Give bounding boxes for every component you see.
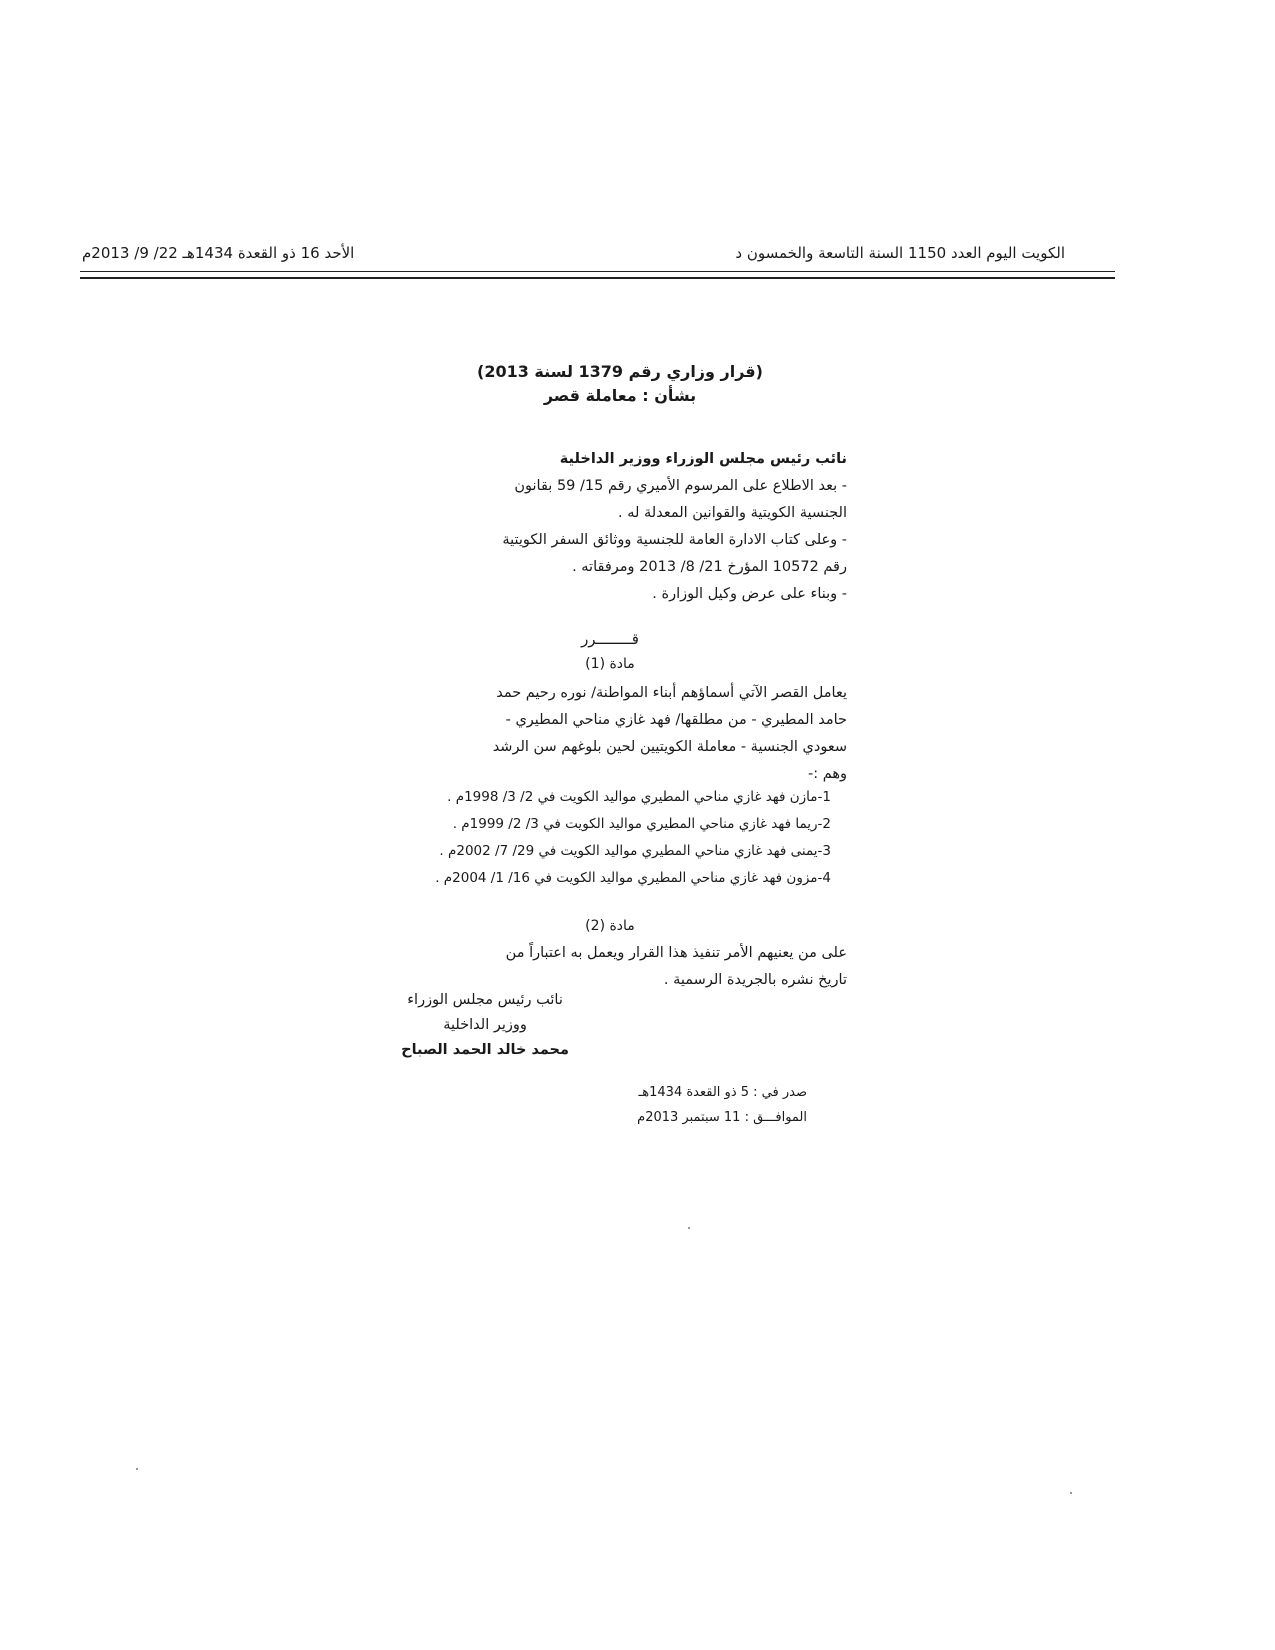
issued-hijri-date: صدر في : 5 ذو القعدة 1434هـ: [638, 1085, 807, 1100]
header-issue-info: الكويت اليوم العدد 1150 السنة التاسعة والخمسون د: [735, 244, 1065, 262]
article-1-line: سعودي الجنسية - معاملة الكويتيين لحين بلوغهم سن الرشد: [492, 739, 847, 755]
signature-title-1: نائب رئيس مجلس الوزراء: [407, 992, 563, 1008]
preamble-line: الجنسية الكويتية والقوانين المعدلة له .: [618, 505, 847, 521]
minor-list-item: 1-مازن فهد غازي مناحي المطيري مواليد الكويت في 2/ 3/ 1998م .: [447, 789, 831, 805]
minor-list-item: 4-مزون فهد غازي مناحي المطيري مواليد الكويت في 16/ 1/ 2004م .: [435, 870, 831, 886]
scan-speck: [136, 1468, 138, 1470]
header-date: الأحد 16 ذو القعدة 1434هـ 22/ 9/ 2013م: [82, 244, 355, 262]
signature-title-2: ووزير الداخلية: [443, 1017, 527, 1033]
issue-dates: [637, 1080, 807, 1130]
preamble-line: - وعلى كتاب الادارة العامة للجنسية ووثائق السفر الكويتية: [502, 532, 847, 548]
minors-list: [435, 784, 831, 892]
article-1-text: [377, 680, 847, 788]
preamble-line: - وبناء على عرض وكيل الوزارة .: [652, 586, 847, 602]
decision-heading: قــــــــرر: [581, 630, 639, 648]
article-1-line: يعامل القصر الآتي أسماؤهم أبناء المواطنة/ نوره رحيم حمد: [496, 685, 847, 701]
signature-block: [401, 988, 569, 1063]
preamble-line: نائب رئيس مجلس الوزراء ووزير الداخلية: [559, 451, 847, 467]
scan-speck: [1070, 1492, 1072, 1494]
article-1-heading: مادة (1): [585, 656, 635, 672]
decree-subject: بشأن : معاملة قصر: [543, 386, 697, 405]
article-2-heading: مادة (2): [585, 918, 635, 934]
minor-list-item: 3-يمنى فهد غازي مناحي المطيري مواليد الكويت في 29/ 7/ 2002م .: [439, 843, 831, 859]
article-1-line: وهم :-: [807, 766, 847, 782]
article-1-line: حامد المطيري - من مطلقها/ فهد غازي مناحي المطيري -: [505, 712, 847, 728]
issued-gregorian-date: الموافـــق : 11 سبتمبر 2013م: [637, 1110, 807, 1125]
article-2-line: تاريخ نشره بالجريدة الرسمية .: [663, 972, 847, 988]
decree-title: (قرار وزاري رقم 1379 لسنة 2013): [477, 362, 763, 381]
preamble-line: - بعد الاطلاع على المرسوم الأميري رقم 15/ 59 بقانون: [514, 478, 847, 494]
signature-name: محمد خالد الحمد الصباح: [401, 1042, 569, 1058]
header-rule-thin: [80, 271, 1115, 272]
article-2-line: على من يعنيهم الأمر تنفيذ هذا القرار ويعمل به اعتباراً من: [505, 945, 847, 961]
preamble-line: رقم 10572 المؤرخ 21/ 8/ 2013 ومرفقاته .: [572, 559, 847, 575]
minor-list-item: 2-ريما فهد غازي مناحي المطيري مواليد الكويت في 3/ 2/ 1999م .: [452, 816, 831, 832]
scan-speck: [688, 1227, 690, 1229]
article-2-text: [377, 940, 847, 994]
header-rule-thick: [80, 277, 1115, 279]
preamble: [377, 446, 847, 608]
